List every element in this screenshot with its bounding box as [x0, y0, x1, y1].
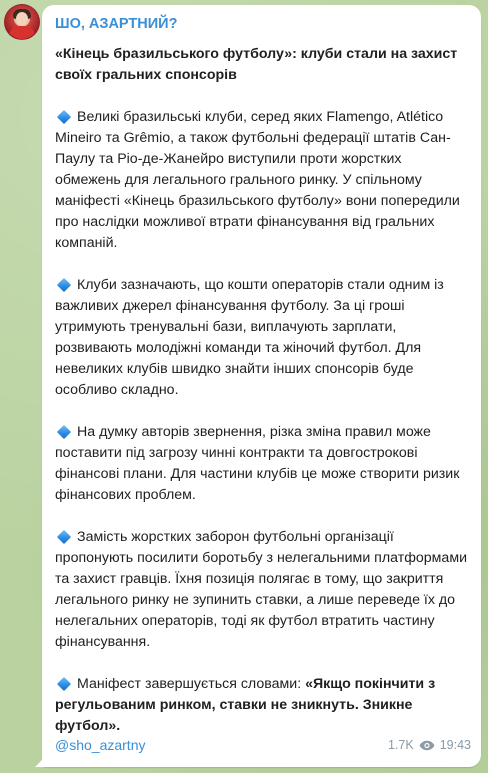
post-headline: «Кінець бразильського футболу»: клуби стали на захист своїх гральних спонсорів — [55, 46, 458, 83]
blue-diamond-icon — [57, 677, 71, 691]
message-bubble — [42, 5, 481, 767]
manifest-quote: «Якщо покінчити з регульованим ринком, ставки не зникнуть. Зникне футбол». — [55, 676, 436, 734]
paragraph — [55, 107, 467, 254]
paragraph — [55, 527, 467, 653]
blue-diamond-icon — [57, 425, 71, 439]
message-footer — [55, 735, 471, 755]
eye-icon — [419, 740, 435, 751]
message-text — [55, 44, 467, 737]
channel-avatar[interactable] — [4, 4, 40, 40]
paragraph — [55, 674, 467, 737]
paragraph — [55, 422, 467, 506]
paragraph-text: Маніфест завершується словами: — [77, 676, 306, 692]
paragraph-text: На думку авторів звернення, різка зміна правил може поставити під загрозу чинні контракти та довгострокові фінансові плани. Для частини клубів це може створити ризик фінансових проблем. — [55, 424, 460, 503]
avatar-shirt — [9, 26, 35, 40]
view-count: 1.7K — [388, 738, 414, 752]
blue-diamond-icon — [57, 110, 71, 124]
paragraph-text: Клуби зазначають, що кошти операторів стали одним із важливих джерел фінансування футболу. За ці гроші утримують тренувальні бази, виплачують зарплати, розвивають молодіжні команди та жіночий футбол. Для невеликих клубів швидко знайти інших спонсорів буде особливо складно. — [55, 277, 444, 398]
channel-link[interactable]: @sho_azartny — [55, 737, 146, 753]
message-time: 19:43 — [439, 738, 471, 752]
message-meta — [388, 737, 471, 753]
paragraph — [55, 275, 467, 401]
paragraph-text: Замість жорстких заборон футбольні організації пропонують посилити боротьбу з нелегальними платформами та захист гравців. Їхня позиція полягає в тому, що закриття легального ринку не зупинить ставки, а лише переведе їх до нелегальних операторів, тоді як футбол втратить частину фінансування. — [55, 529, 467, 650]
blue-diamond-icon — [57, 278, 71, 292]
blue-diamond-icon — [57, 530, 71, 544]
avatar-face — [16, 12, 28, 26]
paragraph-text: Великі бразильські клуби, серед яких Flamengo, Atlético Mineiro та Grêmio, а також футбольні федерації штатів Сан-Паулу та Ріо-де-Жанейро виступили проти жорстких обмежень для легального грального ринку. У спільному маніфесті «Кінець бразильського футболу» вони попередили про наслідки можливої втрати фінансування від гральних компаній. — [55, 109, 460, 251]
channel-name[interactable]: ШО, АЗАРТНИЙ? — [55, 16, 178, 32]
